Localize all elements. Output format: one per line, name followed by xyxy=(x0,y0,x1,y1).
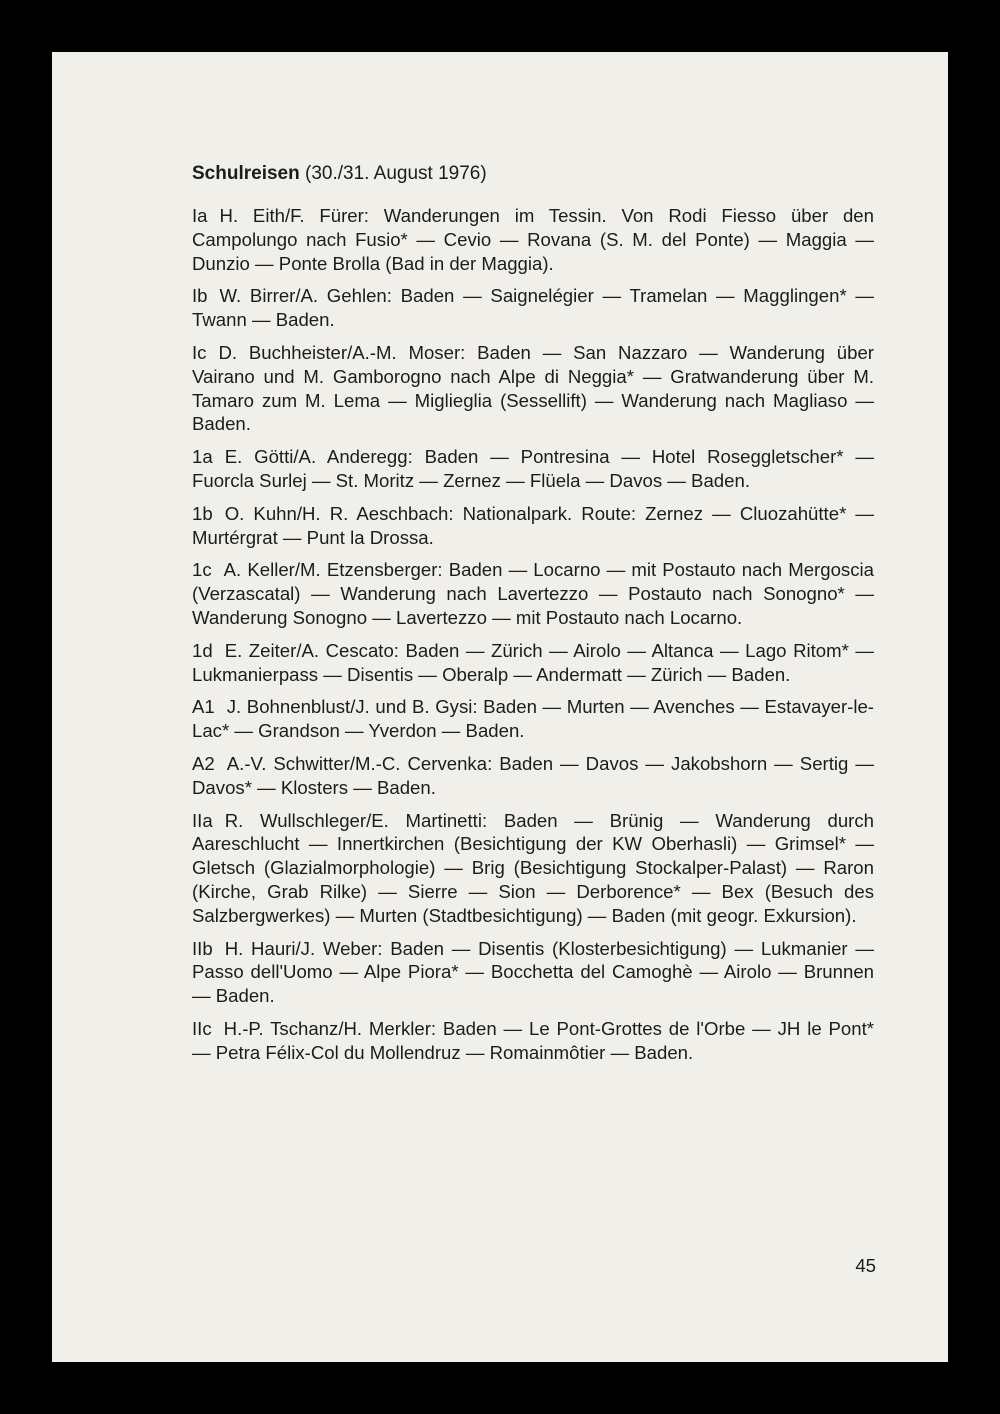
trip-description: R. Wullschleger/E. Martinetti: Baden — Brünig — Wanderung durch Aareschlucht — Innertkirchen (Besichtigung der KW Oberhasli) — Grimsel* — Gletsch (Glazialmorphologie) — Brig (Besichtigung Stockalper-Palast) — Raron (Kirche, Grab Rilke) — Sierre — Sion — Derborence* — Bex (Besuch des Salzbergwerkes) — Murten (Stadtbesichtigung) — Baden (mit geogr. Exkursion). xyxy=(192,809,874,926)
trip-description: H. Eith/F. Fürer: Wanderungen im Tessin. Von Rodi Fiesso über den Campolungo nach Fusio* — Cevio — Rovana (S. M. del Ponte) — Maggia — Dunzio — Ponte Brolla (Bad in der Maggia). xyxy=(192,205,874,274)
trip-code: Ib xyxy=(192,285,208,307)
trip-entry-iic xyxy=(192,1017,874,1065)
trip-entry-1a xyxy=(192,445,874,493)
trip-description: O. Kuhn/H. R. Aeschbach: Nationalpark. Route: Zernez — Cluozahütte* — Murtérgrat — Punt la Drossa. xyxy=(192,502,874,548)
trip-code: 1a xyxy=(192,446,213,468)
trip-code: Ia xyxy=(192,205,208,226)
trip-code: A1 xyxy=(192,696,215,718)
trip-list xyxy=(192,204,874,1065)
trip-description: H. Hauri/J. Weber: Baden — Disentis (Klosterbesichtigung) — Lukmanier — Passo dell'Uomo — Alpe Piora* — Bocchetta del Camoghè — Airolo — Brunnen — Baden. xyxy=(192,937,874,1007)
document-page xyxy=(52,52,948,1362)
section-heading-title: Schulreisen xyxy=(192,163,300,184)
trip-description: E. Götti/A. Anderegg: Baden — Pontresina — Hotel Roseggletscher* — Fuorcla Surlej — St. Moritz — Zernez — Flüela — Davos — Baden. xyxy=(192,446,874,491)
trip-entry-iia xyxy=(192,809,874,928)
trip-entry-ia xyxy=(192,204,874,275)
trip-entry-ic xyxy=(192,341,874,436)
trip-description: D. Buchheister/A.-M. Moser: Baden — San Nazzaro — Wanderung über Vairano und M. Gamborogno nach Alpe di Neggia* — Gratwanderung über M. Tamaro zum M. Lema — Miglieglia (Sessellift) — Wanderung nach Magliaso — Baden. xyxy=(192,341,874,435)
trip-entry-1c xyxy=(192,558,874,629)
section-heading xyxy=(192,162,874,186)
trip-code: 1b xyxy=(192,502,213,524)
trip-code: IIb xyxy=(192,937,213,959)
trip-code: 1d xyxy=(192,639,213,661)
trip-description: A.-V. Schwitter/M.-C. Cervenka: Baden — Davos — Jakobshorn — Sertig — Davos* — Klosters — Baden. xyxy=(192,752,874,798)
trip-entry-1d xyxy=(192,639,874,687)
trip-code: 1c xyxy=(192,559,212,581)
trip-description: W. Birrer/A. Gehlen: Baden — Saignelégier — Tramelan — Magglingen* — Twann — Baden. xyxy=(192,285,874,331)
trip-code: IIc xyxy=(192,1017,212,1039)
trip-code: A2 xyxy=(192,752,215,774)
trip-code: IIa xyxy=(192,809,213,831)
page-number: 45 xyxy=(855,1255,876,1276)
trip-entry-iib xyxy=(192,937,874,1008)
trip-entry-a2 xyxy=(192,752,874,800)
trip-entry-a1 xyxy=(192,695,874,743)
section-heading-date: (30./31. August 1976) xyxy=(299,163,487,184)
trip-description: J. Bohnenblust/J. und B. Gysi: Baden — Murten — Avenches — Estavayer-le-Lac* — Grandson — Yverdon — Baden. xyxy=(192,696,874,742)
trip-entry-1b xyxy=(192,502,874,550)
trip-description: H.-P. Tschanz/H. Merkler: Baden — Le Pont-Grottes de l'Orbe — JH le Pont* — Petra Félix-Col du Mollendruz — Romainmôtier — Baden. xyxy=(192,1017,874,1063)
trip-description: A. Keller/M. Etzensberger: Baden — Locarno — mit Postauto nach Mergoscia (Verzascatal) — Wanderung nach Lavertezzo — Postauto nach Sonogno* — Wanderung Sonogno — Lavertezzo — mit Postauto nach Locarno. xyxy=(192,559,874,628)
trip-code: Ic xyxy=(192,341,207,363)
trip-description: E. Zeiter/A. Cescato: Baden — Zürich — Airolo — Altanca — Lago Ritom* — Lukmanierpass — Disentis — Oberalp — Andermatt — Zürich — Baden. xyxy=(192,639,874,685)
trip-entry-ib xyxy=(192,284,874,332)
